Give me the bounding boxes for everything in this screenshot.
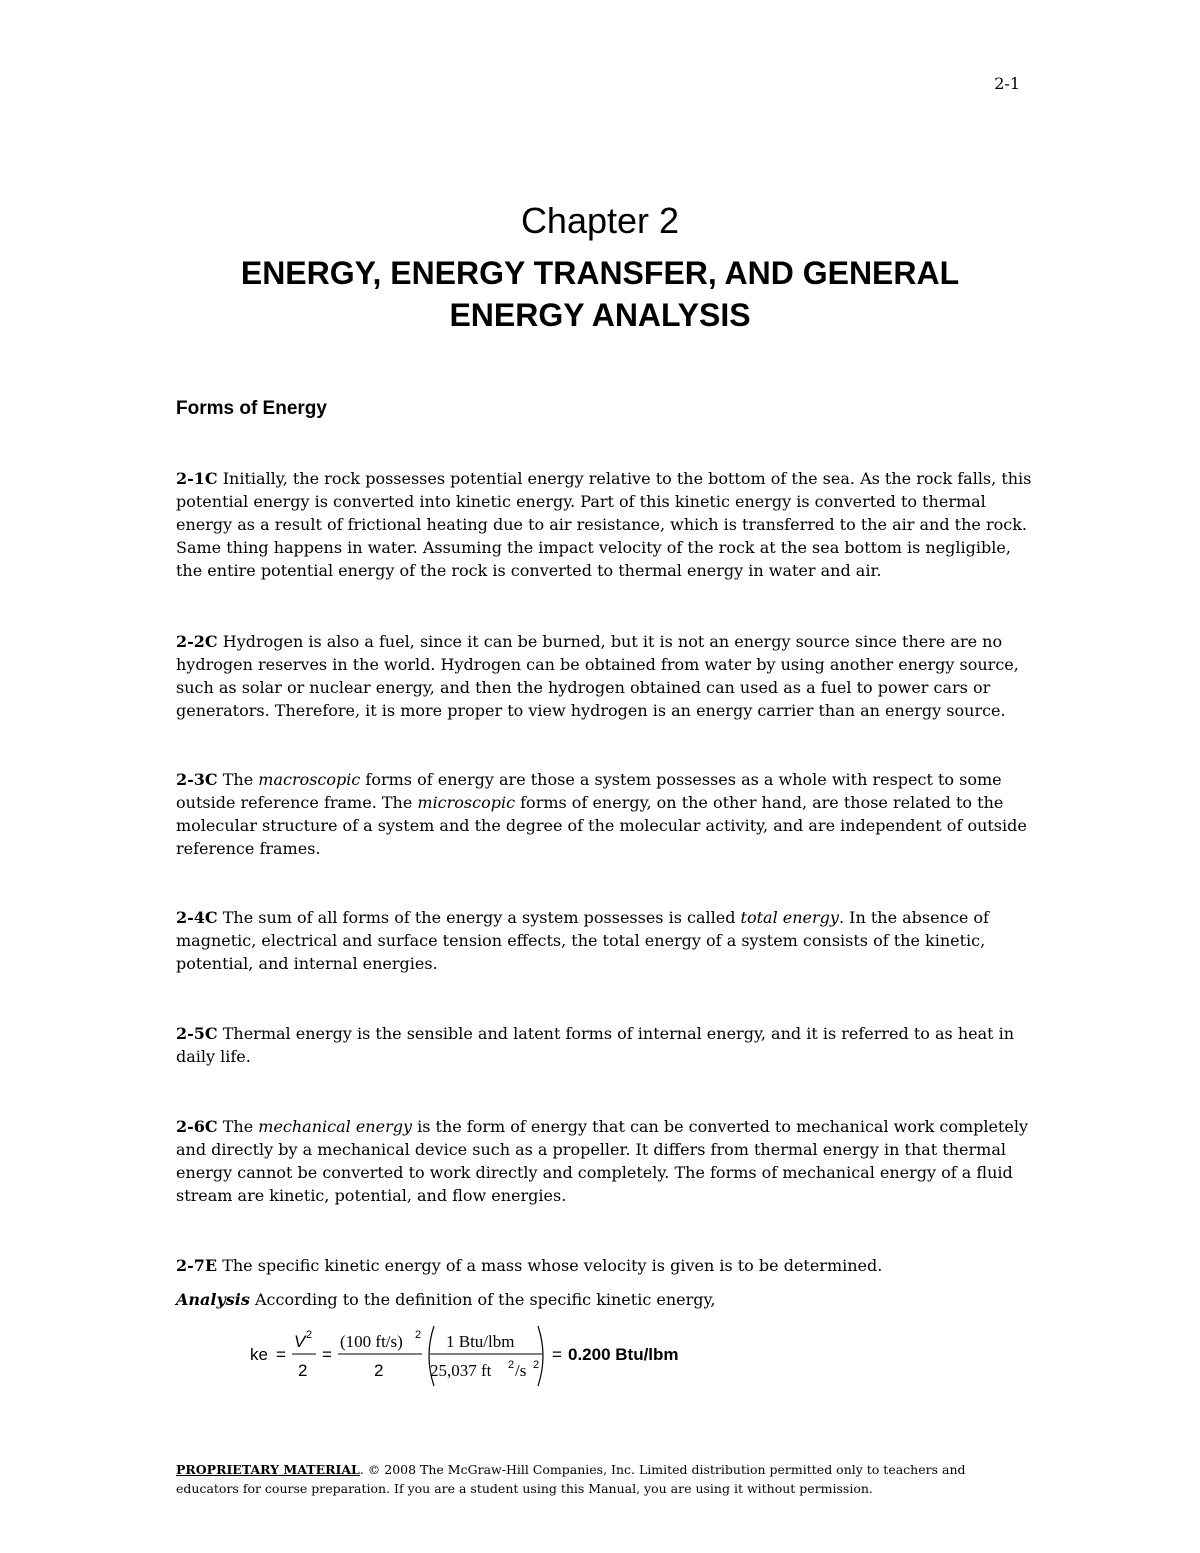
chapter-title-line-2: ENERGY ANALYSIS <box>449 297 751 333</box>
eq-conversion-denominator-mid: /s <box>515 1361 527 1380</box>
problem-text: forms of energy are those a system possesses as a whole with respect to some outside reference frame. The <box>176 770 1002 812</box>
problem-term: total energy <box>740 908 839 927</box>
problem-text: The <box>222 770 259 789</box>
problem-2-7e <box>176 1254 1036 1277</box>
footer-notice <box>176 1460 1016 1498</box>
problem-text: forms of energy, on the other hand, are those related to the molecular structure of a system and the degree of the molecular activity, and are independent of outside reference frames. <box>176 793 1027 858</box>
problem-2-5c <box>176 1022 1036 1068</box>
eq-conversion-denominator-base: 25,037 ft <box>430 1361 492 1380</box>
problem-2-4c <box>176 906 1036 975</box>
eq-denominator-2: 2 <box>374 1361 384 1380</box>
eq-equals-3: = <box>552 1345 562 1364</box>
problem-term: macroscopic <box>258 770 361 789</box>
problem-term: mechanical energy <box>258 1117 413 1136</box>
problem-text: is the form of energy that can be converted to mechanical work completely and directly by a mechanical device such as a propeller. It differs from thermal energy in that thermal energy cannot be converted to work directly and completely. The forms of mechanical energy of a fluid stream are kinetic, potential, and flow energies. <box>176 1117 1029 1205</box>
eq-lhs: ke <box>250 1345 268 1364</box>
eq-velocity-exponent: 2 <box>415 1329 422 1341</box>
problem-text: Hydrogen is also a fuel, since it can be burned, but it is not an energy source since there are no hydrogen reserves in the world. Hydrogen can be obtained from water by using another energy source, such as solar or nuclear energy, and then the hydrogen obtained can used as a fuel to power cars or generators. Therefore, it is more proper to view hydrogen is an energy carrier than an energy source. <box>176 632 1019 720</box>
eq-v-numerator: V <box>294 1332 306 1351</box>
problem-text: Thermal energy is the sensible and latent forms of internal energy, and it is referred to as heat in daily life. <box>176 1024 1015 1066</box>
problem-2-3c <box>176 768 1036 860</box>
problem-text: Initially, the rock possesses potential energy relative to the bottom of the sea. As the rock falls, this potential energy is converted into kinetic energy. Part of this kinetic energy is converted to thermal energy as a result of frictional heating due to air resistance, which is transferred to the air and the rock. Same thing happens in water. Assuming the impact velocity of the rock at the sea bottom is negligible, the entire potential energy of the rock is converted to thermal energy in water and air. <box>176 469 1032 580</box>
problem-number: 2-3C <box>176 770 218 789</box>
problem-text: The sum of all forms of the energy a system possesses is called <box>222 908 741 927</box>
page-number: 2-1 <box>994 74 1020 93</box>
problem-2-6c <box>176 1115 1036 1207</box>
problem-text: The specific kinetic energy of a mass whose velocity is given is to be determined. <box>222 1256 883 1275</box>
chapter-title <box>100 252 1100 336</box>
problem-term: microscopic <box>417 793 516 812</box>
eq-conversion-numerator: 1 Btu/lbm <box>446 1332 515 1351</box>
problem-number: 2-5C <box>176 1024 218 1043</box>
footer-text: . © 2008 The McGraw-Hill Companies, Inc. Limited distribution permitted only to teachers and educators for course preparation. If you are a student using this Manual, you are using it without permission. <box>176 1462 966 1496</box>
problem-number: 2-2C <box>176 632 218 651</box>
eq-conversion-exponent-1: 2 <box>508 1359 515 1371</box>
proprietary-material-label: PROPRIETARY MATERIAL <box>176 1462 360 1477</box>
problem-number: 2-4C <box>176 908 218 927</box>
eq-equals-2: = <box>322 1345 332 1364</box>
chapter-number: Chapter 2 <box>520 200 680 241</box>
analysis-line <box>176 1288 1036 1311</box>
problem-number: 2-6C <box>176 1117 218 1136</box>
eq-denominator-1: 2 <box>298 1361 308 1380</box>
equation-svg <box>250 1322 750 1392</box>
eq-conversion-exponent-2: 2 <box>533 1359 540 1371</box>
eq-v-exponent: 2 <box>306 1329 313 1341</box>
analysis-text: According to the definition of the specific kinetic energy, <box>249 1290 716 1309</box>
eq-right-paren <box>538 1326 543 1386</box>
problem-number: 2-1C <box>176 469 218 488</box>
problem-2-2c <box>176 630 1036 722</box>
eq-velocity-value: (100 ft/s) <box>340 1332 403 1351</box>
eq-result: 0.200 Btu/lbm <box>568 1345 679 1364</box>
problem-text: . In the absence of magnetic, electrical and surface tension effects, the total energy of a system consists of the kinetic, potential, and internal energies. <box>176 908 989 973</box>
chapter-title-line-1: ENERGY, ENERGY TRANSFER, AND GENERAL <box>240 255 960 291</box>
section-heading: Forms of Energy <box>176 398 327 419</box>
kinetic-energy-equation <box>250 1322 750 1392</box>
problem-number: 2-7E <box>176 1256 218 1275</box>
eq-equals-1: = <box>276 1345 286 1364</box>
problem-2-1c <box>176 467 1036 582</box>
problem-text: The <box>222 1117 259 1136</box>
analysis-label: Analysis <box>176 1290 250 1309</box>
